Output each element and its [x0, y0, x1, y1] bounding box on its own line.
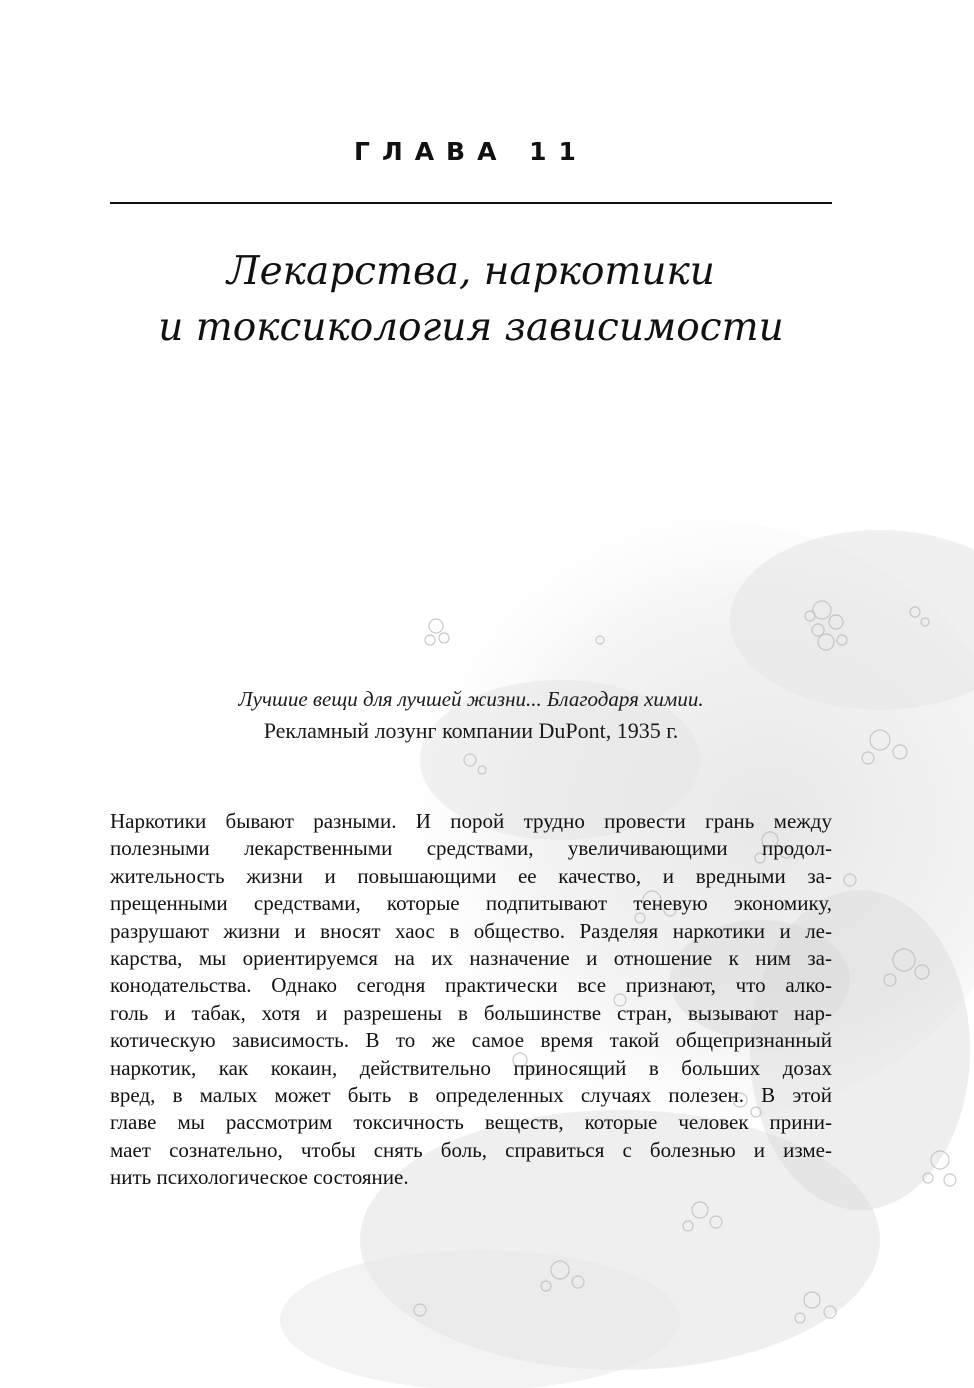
body-line: котическую зависимость. В то же самое время такой общепризнанный — [110, 1028, 832, 1053]
body-line: главе мы рассмотрим токсичность веществ, которые человек прини- — [110, 1110, 832, 1135]
body-line: нить психологическое состояние. — [110, 1165, 409, 1190]
chapter-label: ГЛАВА 11 — [354, 137, 588, 166]
body-line: конодательства. Однако сегодня практически все признают, что алко- — [110, 973, 832, 998]
body-line: мает сознательно, чтобы снять боль, справиться с болезнью и изме- — [110, 1137, 832, 1162]
chapter-title-line-2: и токсикология зависимости — [158, 305, 784, 350]
body-line: прещенными средствами, которые подпитывают теневую экономику, — [110, 891, 832, 916]
body-line: наркотик, как кокаин, действительно приносящий в больших дозах — [110, 1055, 832, 1080]
chapter-divider — [110, 202, 832, 204]
body-line: полезными лекарственными средствами, увеличивающими продол- — [110, 836, 832, 861]
body-line: карства, мы ориентируемся на их назначение и отношение к ним за- — [110, 945, 832, 970]
body-line: вред, в малых может быть в определенных случаях полезен. В этой — [110, 1082, 832, 1107]
chapter-title-line-1: Лекарства, наркотики — [227, 249, 715, 294]
body-line: голь и табак, хотя и разрешены в большинстве стран, вызывают нар- — [110, 1000, 832, 1025]
body-line: Наркотики бывают разными. И порой трудно провести грань между — [110, 809, 832, 833]
epigraph-quote: Лучшие вещи для лучшей жизни... Благодаря химии. — [238, 687, 704, 711]
epigraph-attribution: Рекламный лозунг компании DuPont, 1935 г. — [263, 718, 679, 743]
body-paragraph — [110, 808, 832, 1191]
body-line: жительность жизни и повышающими ее качество, и вредными за- — [110, 863, 832, 888]
body-line: разрушают жизни и вносят хаос в общество. Разделяя наркотики и ле- — [110, 918, 832, 943]
